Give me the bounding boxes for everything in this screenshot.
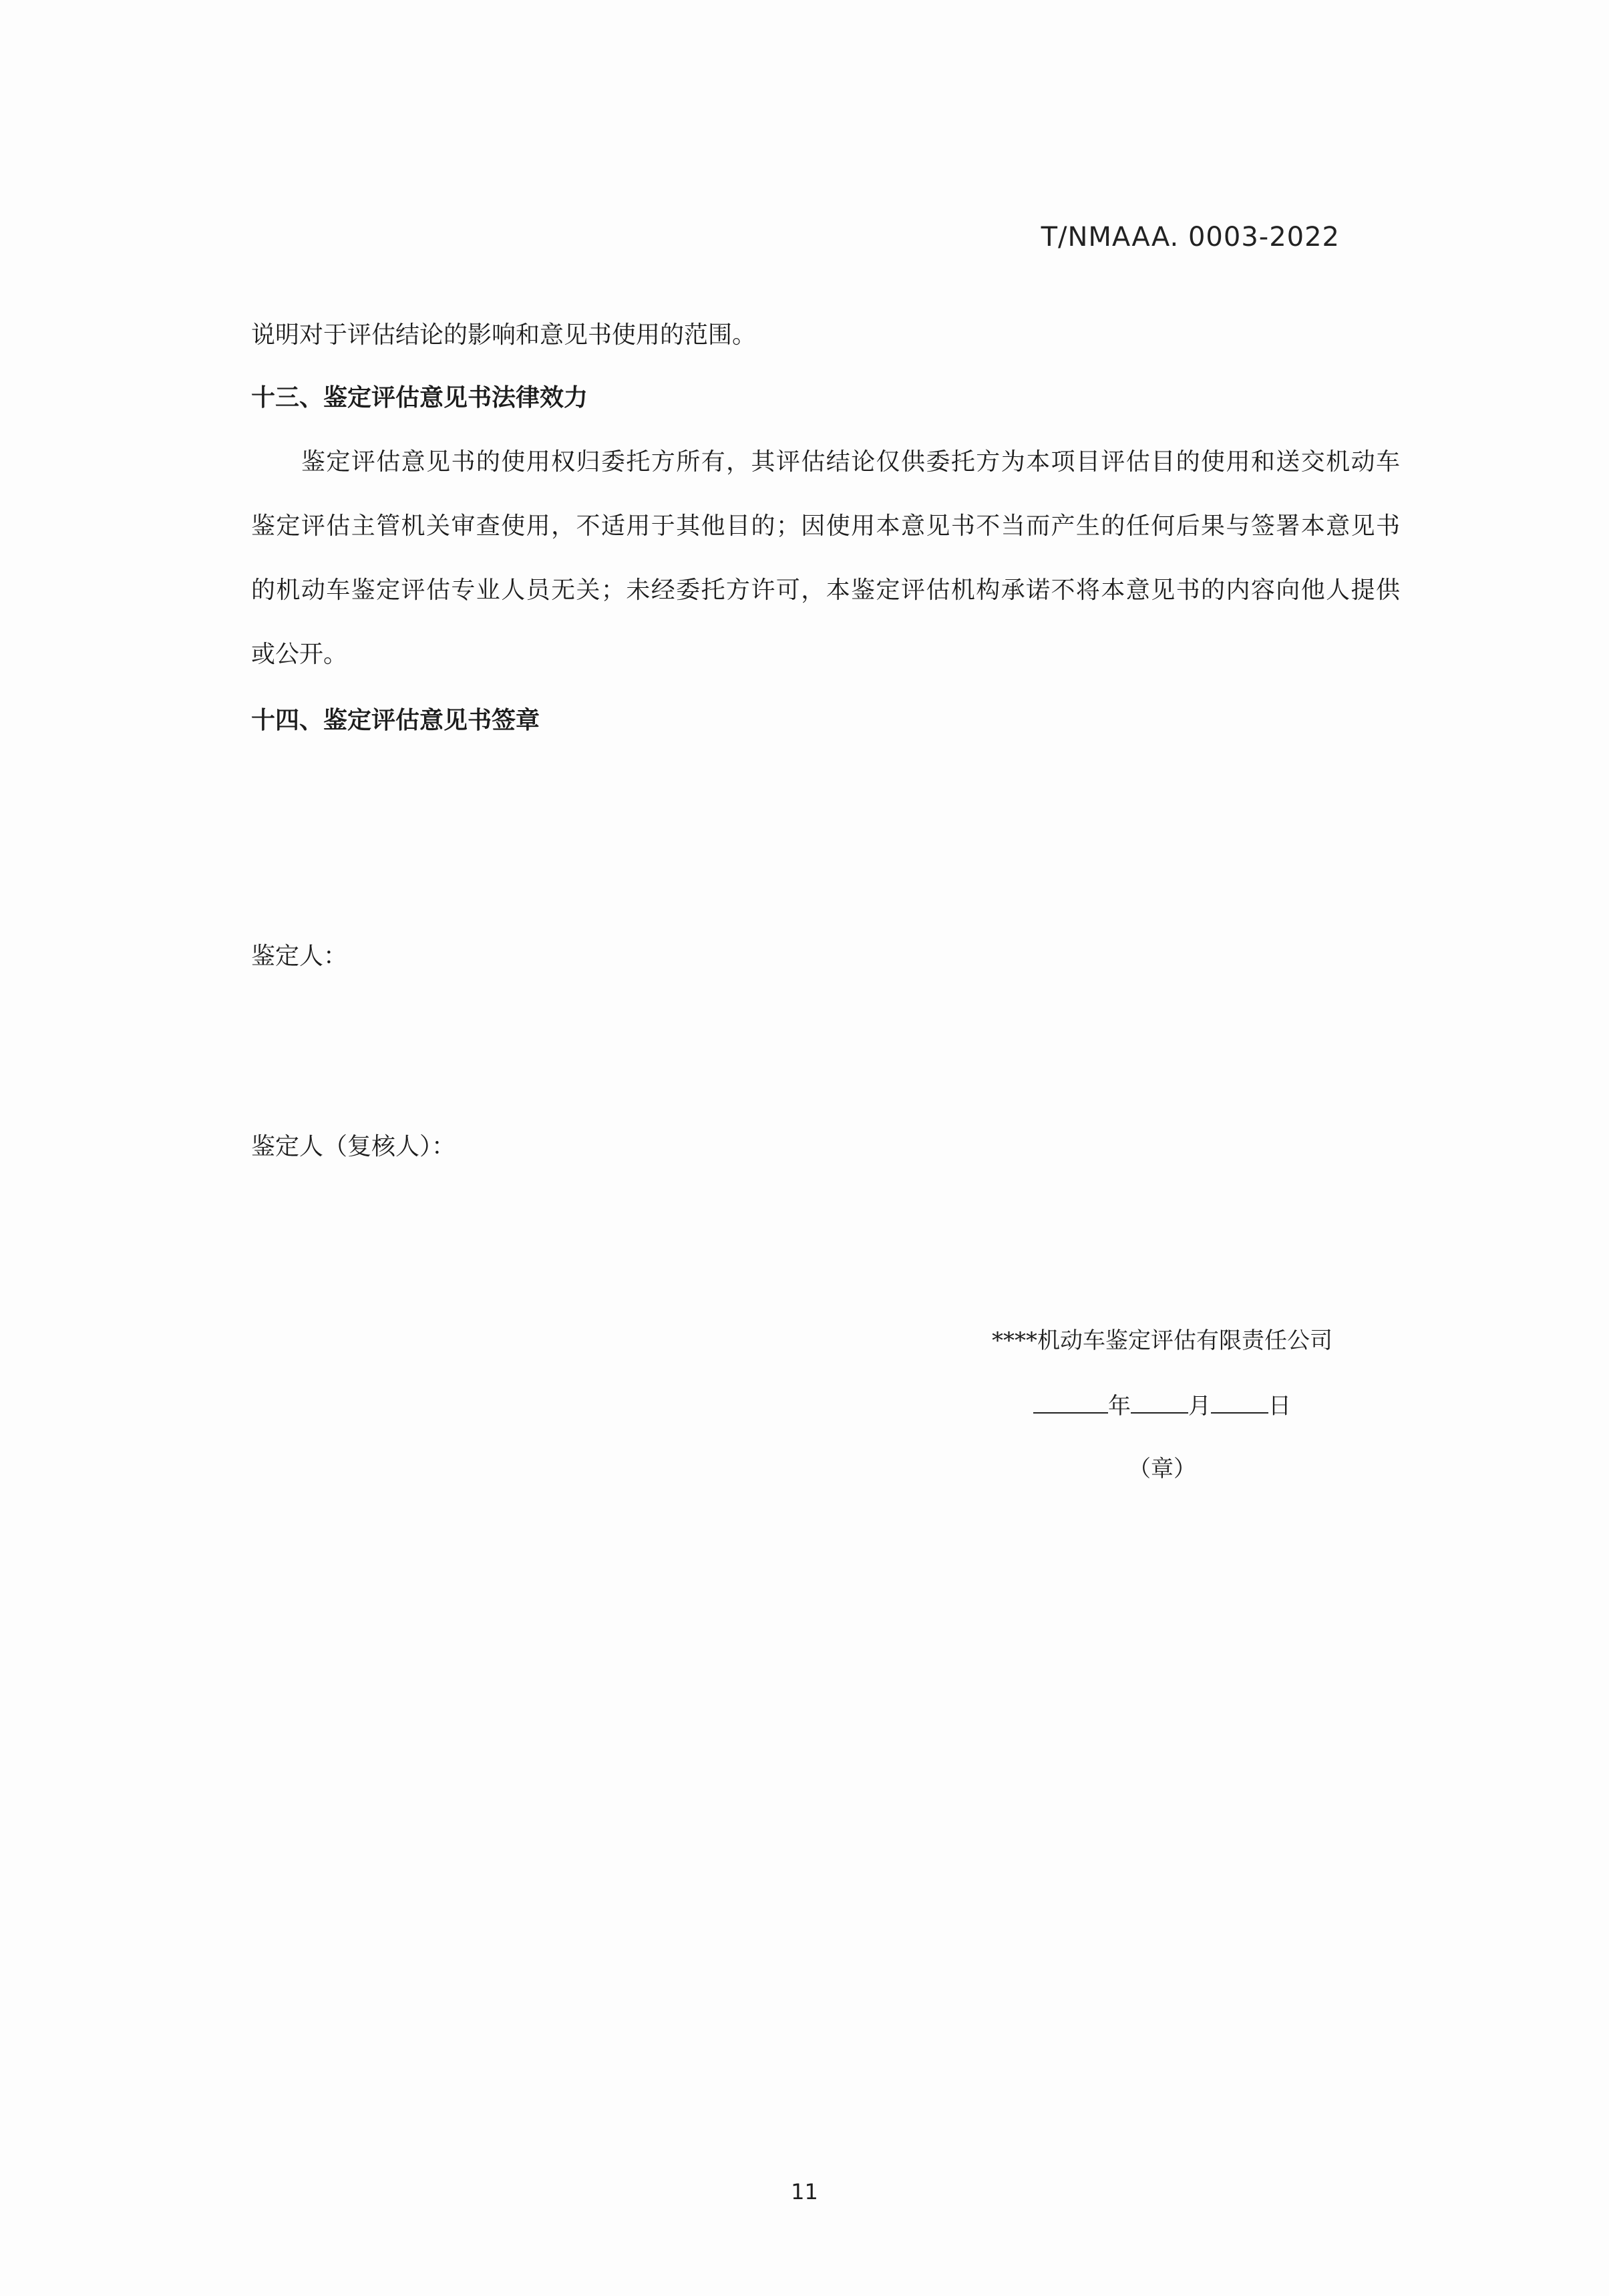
- page-number: 11: [791, 2179, 818, 2204]
- reviewer-label: 鉴定人（复核人）：: [251, 1133, 456, 1160]
- month-label: 月: [1188, 1393, 1211, 1420]
- day-blank: [1211, 1389, 1268, 1414]
- month-blank: [1131, 1389, 1188, 1414]
- section-13-line-1: 鉴定评估意见书的使用权归委托方所有，其评估结论仅供委托方为本项目评估目的使用和送交机动车: [301, 448, 1400, 476]
- section-14-heading: 十四、鉴定评估意见书签章: [251, 707, 540, 734]
- appraiser-label: 鉴定人：: [251, 943, 348, 970]
- day-label: 日: [1268, 1393, 1291, 1420]
- section-13-line-4: 或公开。: [251, 641, 348, 668]
- section-13-line-2: 鉴定评估主管机关审查使用，不适用于其他目的；因使用本意见书不当而产生的任何后果与签署本意见书: [251, 512, 1400, 540]
- intro-line: 说明对于评估结论的影响和意见书使用的范围。: [251, 321, 757, 349]
- year-blank: [1033, 1389, 1108, 1414]
- document-code: T/NMAAA. 0003-2022: [1041, 222, 1340, 253]
- year-label: 年: [1108, 1393, 1131, 1420]
- date-line: [922, 1389, 1403, 1422]
- section-13-line-3: 的机动车鉴定评估专业人员无关；未经委托方许可，本鉴定评估机构承诺不将本意见书的内容向他人提供: [251, 577, 1400, 604]
- company-name: ****机动车鉴定评估有限责任公司: [992, 1327, 1332, 1354]
- seal-label: （章）: [1128, 1456, 1196, 1482]
- section-13-heading: 十三、鉴定评估意见书法律效力: [251, 384, 588, 412]
